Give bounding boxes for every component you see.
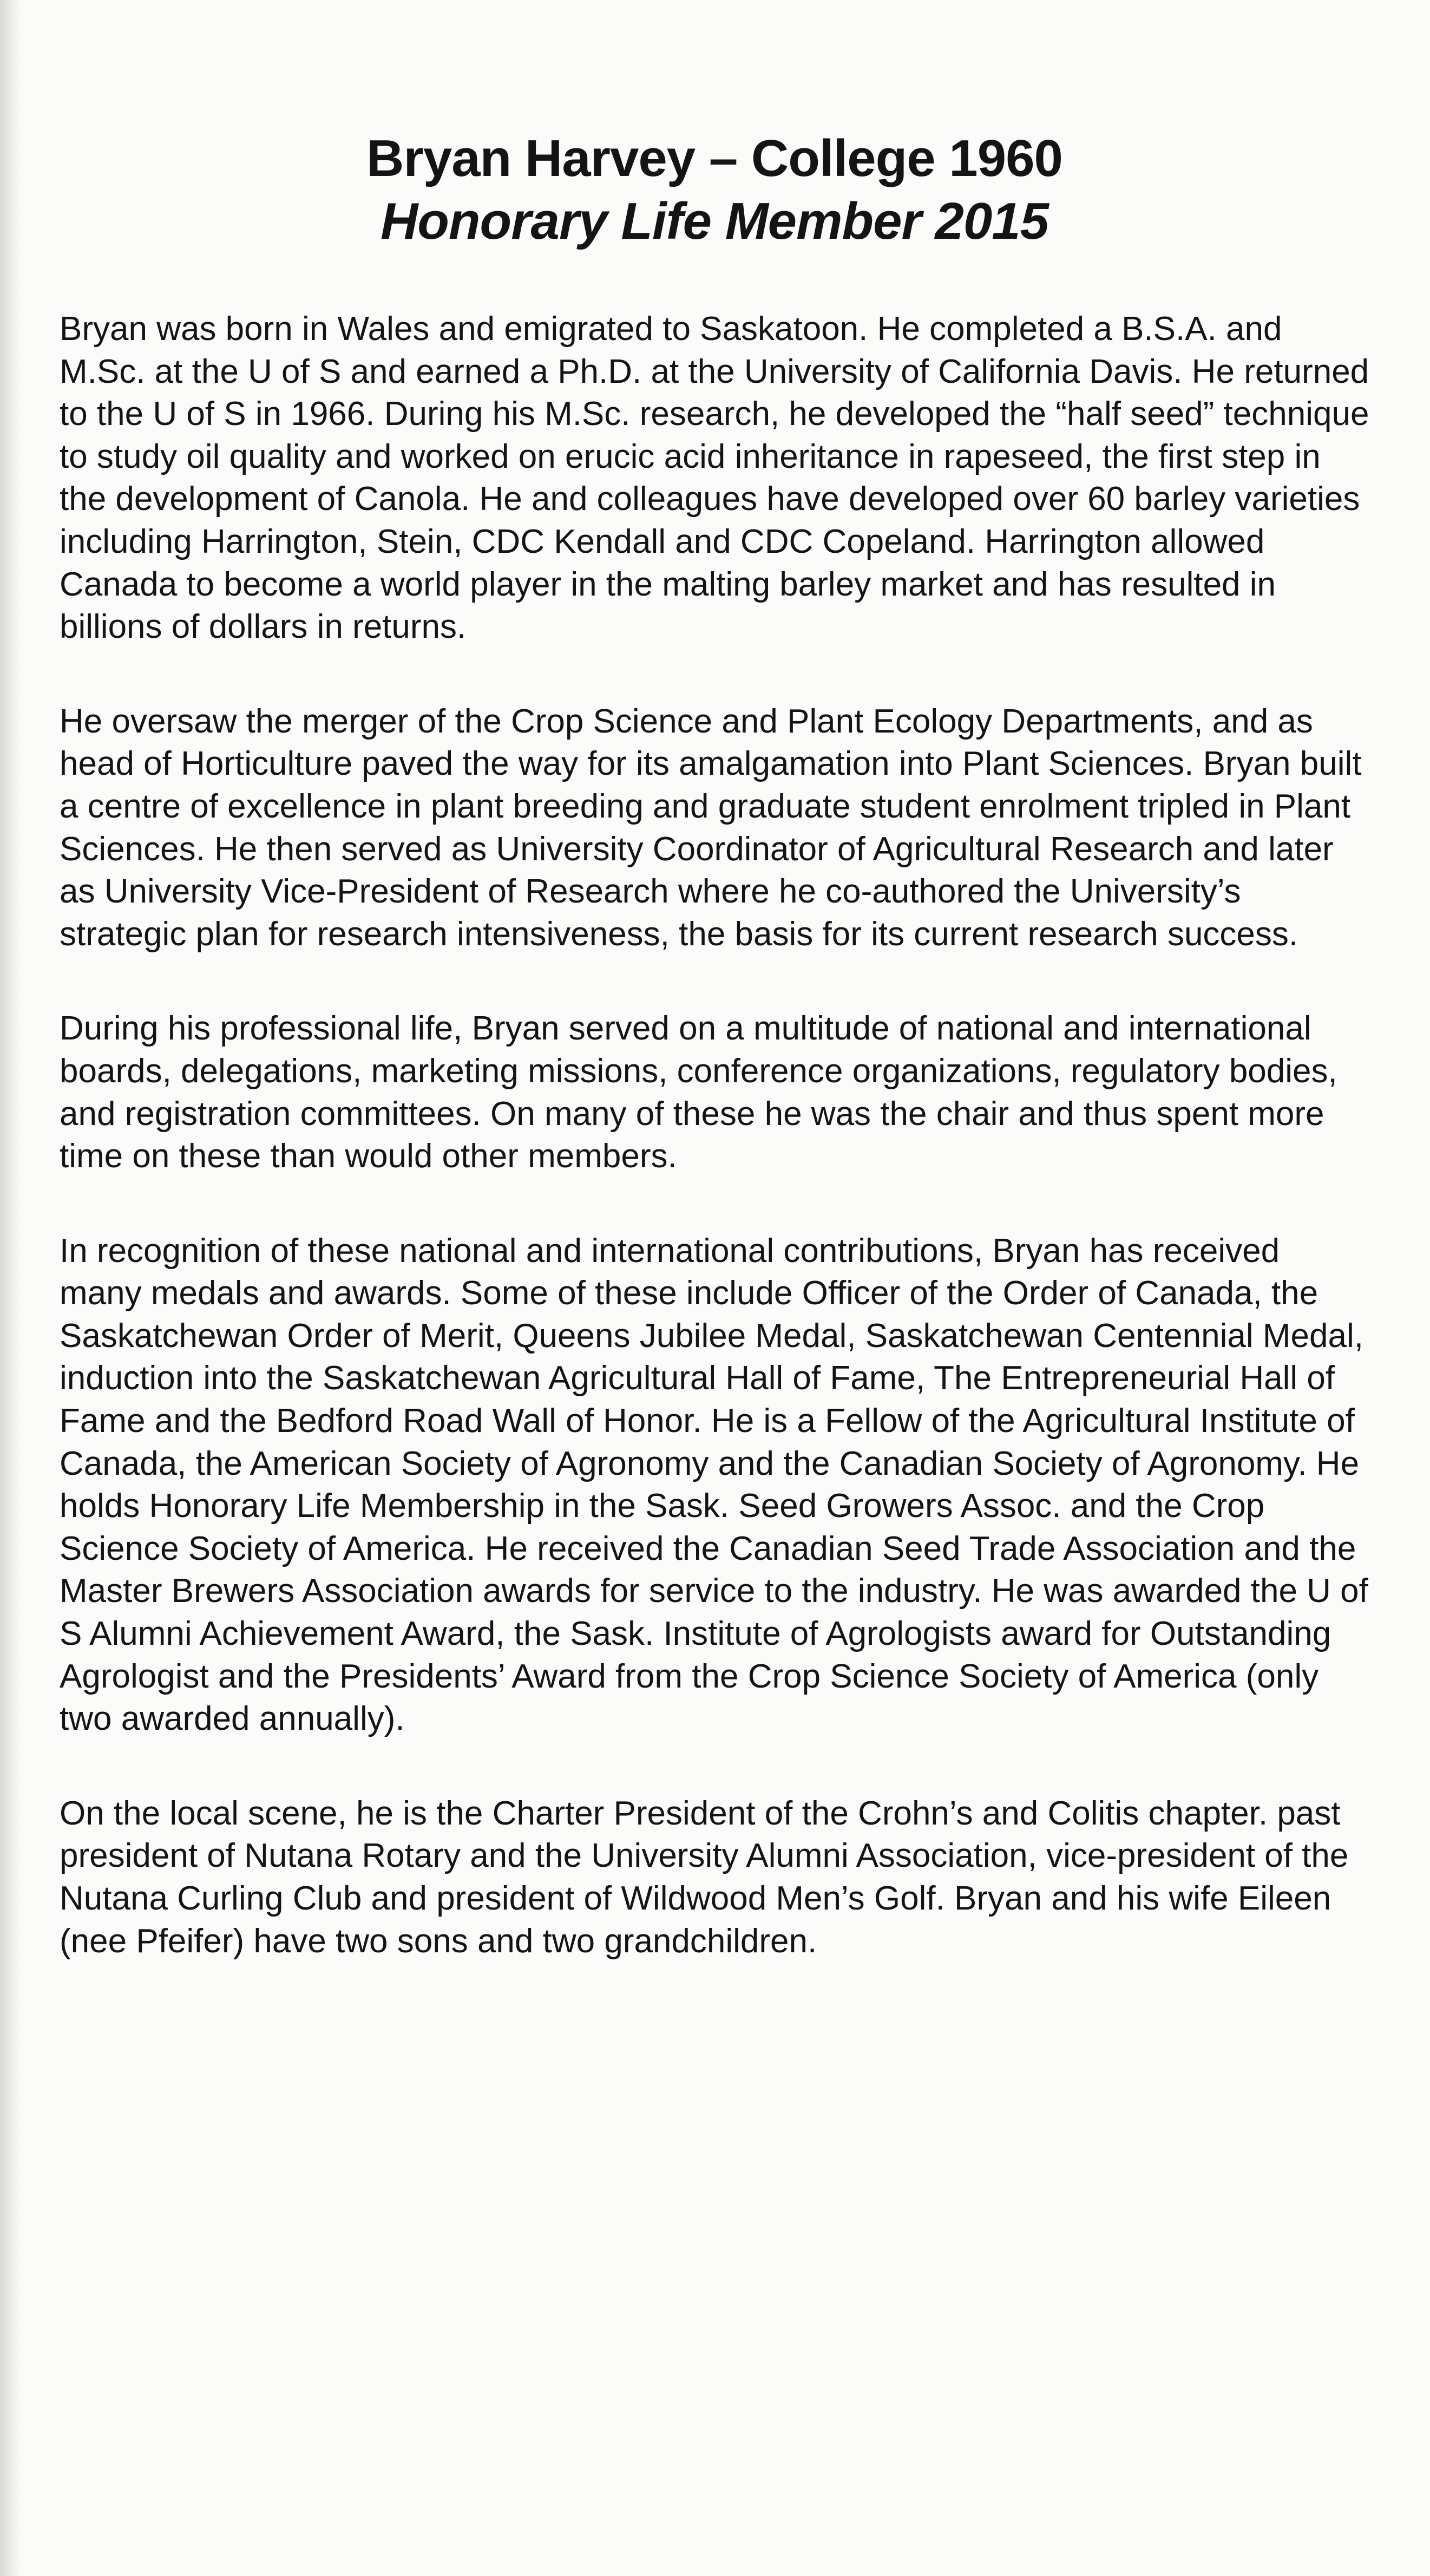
paragraph-community: On the local scene, he is the Charter President of the Crohn’s and Colitis chapter. past president of Nutana Rotary and the University Alumni Association, vice-president of the Nutana Curling Club and president of Wildwood Men’s Golf. Bryan and his wife Eileen (nee Pfeifer) have two sons and two grandchildren. [60, 1794, 1349, 1960]
document-subtitle: Honorary Life Member 2015 [380, 192, 1049, 250]
document-body [60, 308, 1369, 1963]
paragraph-early-career: Bryan was born in Wales and emigrated to Saskatoon. He completed a B.S.A. and M.Sc. at the U of S and earned a Ph.D. at the University of California Davis. He returned to the U of S in 1966. During his M.Sc. research, he developed the “half seed” technique to study oil quality and worked on erucic acid inheritance in rapeseed, the first step in the development of Canola. He and colleagues have developed over 60 barley varieties including Harrington, Stein, CDC Kendall and CDC Copeland. Harrington allowed Canada to become a world player in the malting barley market and has resulted in billions of dollars in returns. [60, 310, 1369, 646]
page-edge-shadow [0, 0, 22, 2576]
paragraph-administration: He oversaw the merger of the Crop Science and Plant Ecology Departments, and as head of Horticulture paved the way for its amalgamation into Plant Sciences. Bryan built a centre of excellence in plant breeding and graduate student enrolment tripled in Plant Sciences. He then served as University Coordinator of Agricultural Research and later as University Vice-President of Research where he co-authored the University’s strategic plan for research intensiveness, the basis for its current research success. [60, 702, 1362, 953]
paragraph-professional-service: During his professional life, Bryan served on a multitude of national and international boards, delegations, marketing missions, conference organizations, regulatory bodies, and registration committees. On many of these he was the chair and thus spent more time on these than would other members. [60, 1010, 1337, 1175]
paragraph-awards: In recognition of these national and international contributions, Bryan has received many medals and awards. Some of these include Officer of the Order of Canada, the Saskatchewan Order of Merit, Queens Jubilee Medal, Saskatchewan Centennial Medal, induction into the Saskatchewan Agricultural Hall of Fame, The Entrepreneurial Hall of Fame and the Bedford Road Wall of Honor. He is a Fellow of the Agricultural Institute of Canada, the American Society of Agronomy and the Canadian Society of Agronomy. He holds Honorary Life Membership in the Sask. Seed Growers Assoc. and the Crop Science Society of America. He received the Canadian Seed Trade Association and the Master Brewers Association awards for service to the industry. He was awarded the U of S Alumni Achievement Award, the Sask. Institute of Agrologists award for Outstanding Agrologist and the Presidents’ Award from the Crop Science Society of America (only two awarded annually). [60, 1232, 1368, 1738]
document-title: Bryan Harvey – College 1960 [366, 129, 1062, 187]
document-page [60, 127, 1369, 2015]
